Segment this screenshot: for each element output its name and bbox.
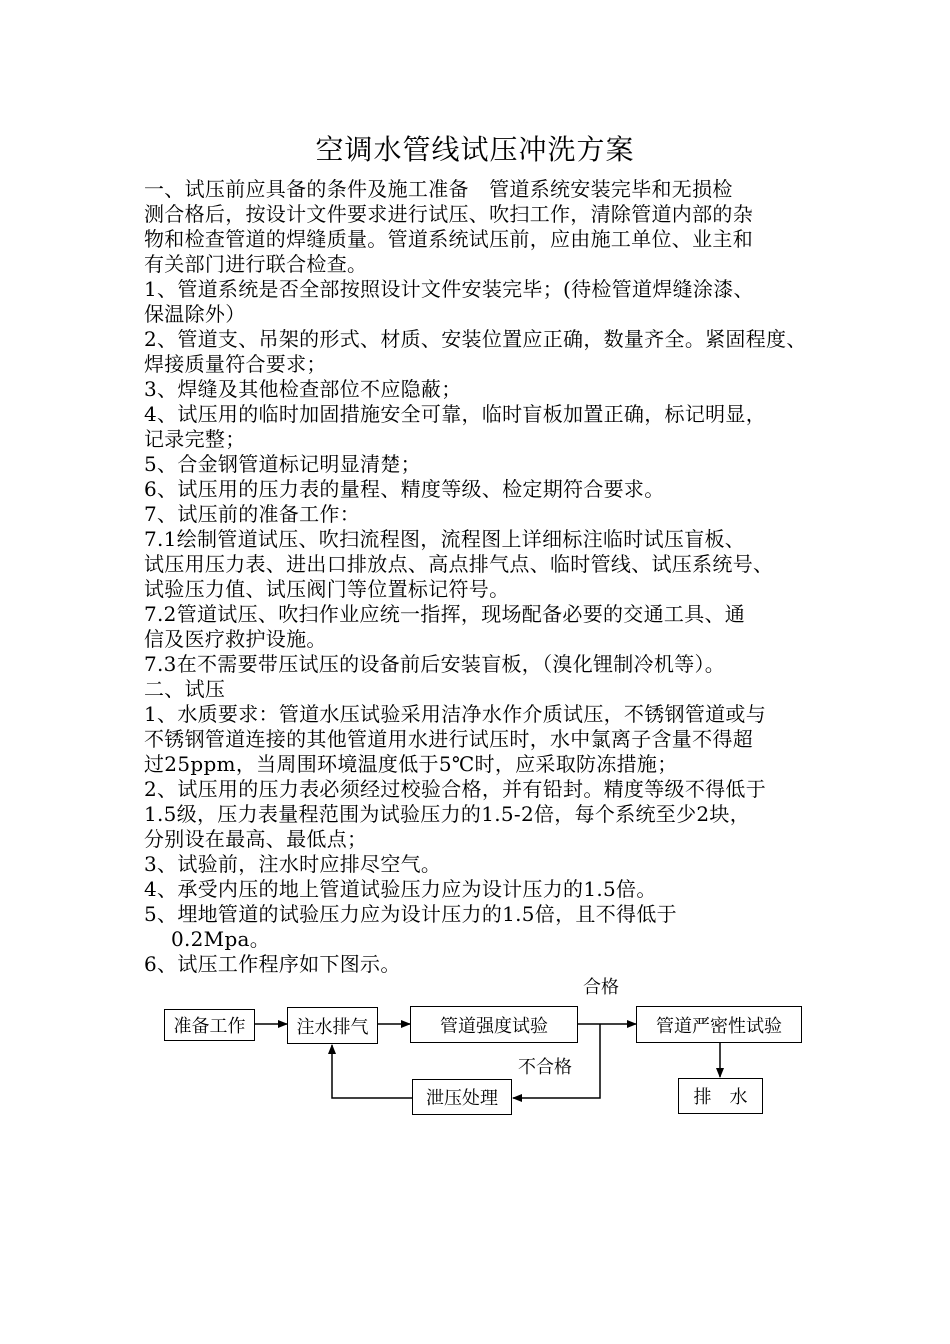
- pass-label: 合格: [583, 977, 619, 998]
- text-line: 5、埋地管道的试验压力应为设计压力的1.5倍，且不得低于: [144, 902, 677, 926]
- step-prepare: 准备工作: [164, 1009, 255, 1041]
- fail-label: 不合格: [518, 1057, 572, 1078]
- text-line: 信及医疗救护设施。: [144, 627, 327, 651]
- step-strength-test: 管道强度试验: [410, 1006, 578, 1043]
- text-line: 1.5级，压力表量程范围为试验压力的1.5-2倍，每个系统至少2块，: [144, 802, 751, 826]
- text-line: 7.3在不需要带压试压的设备前后安装盲板，（溴化锂制冷机等）。: [144, 652, 726, 676]
- text-line: 4、承受内压的地上管道试验压力应为设计压力的1.5倍。: [144, 877, 657, 901]
- text-line: 6、试压工作程序如下图示。: [144, 952, 401, 976]
- text-line: 保温除外）: [144, 302, 246, 326]
- text-line: 6、试压用的压力表的量程、精度等级、检定期符合要求。: [144, 477, 665, 501]
- text-line: 过25ppm，当周围环境温度低于5℃时，应采取防冻措施；: [144, 752, 678, 776]
- text-line: 0.2Mpa。: [144, 927, 271, 951]
- step-tightness-test: 管道严密性试验: [636, 1006, 802, 1043]
- text-line: 2、管道支、吊架的形式、材质、安装位置应正确，数量齐全。紧固程度、: [144, 327, 807, 351]
- text-line: 不锈钢管道连接的其他管道用水进行试压时，水中氯离子含量不得超: [144, 727, 753, 751]
- text-line: 1、管道系统是否全部按照设计文件安装完毕；(待检管道焊缝涂漆、: [144, 277, 754, 301]
- text-line: 记录完整；: [144, 427, 246, 451]
- text-line: 2、试压用的压力表必须经过校验合格，并有铅封。精度等级不得低于: [144, 777, 767, 801]
- text-line: 7、试压前的准备工作：: [144, 502, 361, 526]
- text-line: 3、试验前，注水时应排尽空气。: [144, 852, 442, 876]
- text-line: 一、试压前应具备的条件及施工准备 管道系统安装完毕和无损检: [144, 177, 733, 201]
- step-fill-vent: 注水排气: [287, 1007, 378, 1044]
- text-line: 分别设在最高、最低点；: [144, 827, 368, 851]
- text-line: 7.2管道试压、吹扫作业应统一指挥，现场配备必要的交通工具、通: [144, 602, 746, 626]
- step-depressurize: 泄压处理: [412, 1079, 512, 1115]
- section-heading: 二、试压: [144, 677, 226, 701]
- text-line: 1、水质要求：管道水压试验采用洁净水作介质试压，不锈钢管道或与: [144, 702, 767, 726]
- text-line: 7.1绘制管道试压、吹扫流程图，流程图上详细标注临时试压盲板、: [144, 527, 746, 551]
- text-line: 5、合金钢管道标记明显清楚；: [144, 452, 421, 476]
- document-title: 空调水管线试压冲洗方案: [315, 133, 635, 166]
- step-drain: 排 水: [678, 1078, 763, 1114]
- text-line: 试验压力值、试压阀门等位置标记符号。: [144, 577, 510, 601]
- text-line: 测合格后，按设计文件要求进行试压、吹扫工作，清除管道内部的杂: [144, 202, 753, 226]
- arrow-depressurize-to-fill: [332, 1045, 412, 1098]
- text-line: 4、试压用的临时加固措施安全可靠，临时盲板加置正确，标记明显，: [144, 402, 767, 426]
- text-line: 物和检查管道的焊缝质量。管道系统试压前，应由施工单位、业主和: [144, 227, 753, 251]
- text-line: 3、焊缝及其他检查部位不应隐蔽；: [144, 377, 462, 401]
- text-line: 焊接质量符合要求；: [144, 352, 327, 376]
- text-line: 有关部门进行联合检查。: [144, 252, 368, 276]
- text-line: 试压用压力表、进出口排放点、高点排气点、临时管线、试压系统号、: [144, 552, 774, 576]
